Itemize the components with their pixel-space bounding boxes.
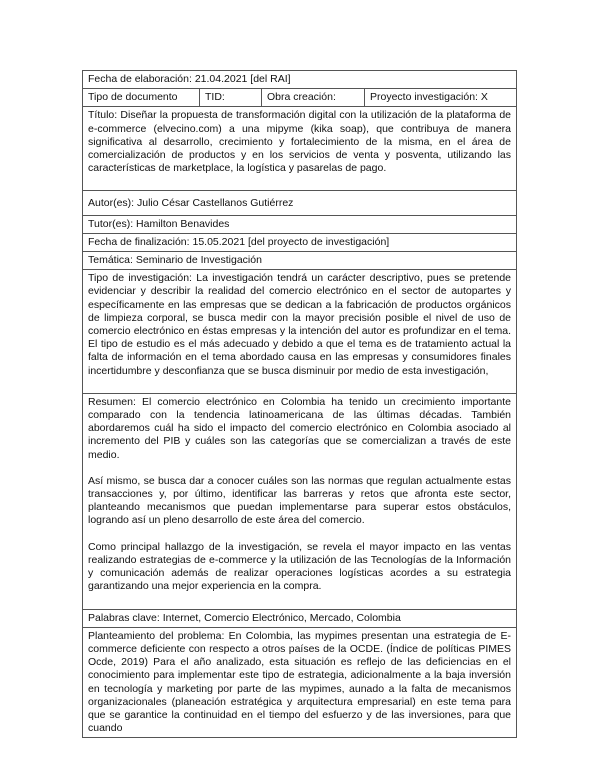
row-palabras-clave bbox=[83, 609, 517, 627]
resumen bbox=[83, 393, 517, 609]
proyecto-investigacion-label: Proyecto investigación: X bbox=[365, 89, 517, 107]
titulo: Título: Diseñar la propuesta de transformación digital con la utilización de la plataforma de e-commerce (elvecino.com) a una mipyme (kika soap), que contribuya de manera significativa al desarrollo, crecimiento y fortalecimiento de la misma, en el área de comercialización de productos y en los servicios de venta y posventa, utilizando las características de marketplace, la logística y pasarelas de pago. bbox=[83, 107, 517, 191]
tid-label: TID: bbox=[200, 89, 262, 107]
resumen-paragraph-3: Como principal hallazgo de la investigación, se revela el mayor impacto en las ventas realizando estrategias de e-commerce y la utilización de las Tecnologías de la Información y comunicación además de realizar operaciones logísticas acordes a su estrategia garantizando una mejor experiencia en la compra. bbox=[88, 540, 511, 593]
resumen-paragraph-2: Así mismo, se busca dar a conocer cuáles son las normas que regulan actualmente estas transacciones y, por último, identificar las barreras y retos que afronta este sector, planteando mecanismos que puedan implementarse para superar estos obstáculos, logrando así un pleno desarrollo de este área del comercio. bbox=[88, 474, 511, 527]
row-tipo-investigacion bbox=[83, 270, 517, 394]
autor: Autor(es): Julio César Castellanos Gutiérrez bbox=[83, 191, 517, 215]
tipo-investigacion: Tipo de investigación: La investigación tendrá un carácter descriptivo, pues se pretende evidenciar y describir la realidad del comercio electrónico en el sector de autopartes y específicamente en las empresas que se dedican a la fabricación de productos orgánicos de limpieza corporal, se busca medir con la mayor precisión posible el nivel de uso de comercio electrónico en éstas empresas y la intención del autor es profundizar en el tema. El tipo de estudio es el más adecuado y debido a que el tema es de tratamiento actual la falta de información en el tema abordado causa en las empresas y consumidores finales incertidumbre y desconfianza que se busca disminuir por medio de esta investigación, bbox=[83, 270, 517, 394]
row-tematica bbox=[83, 252, 517, 270]
fecha-elaboracion: Fecha de elaboración: 21.04.2021 [del RAI] bbox=[83, 71, 517, 89]
resumen-paragraph-1: Resumen: El comercio electrónico en Colombia ha tenido un crecimiento importante comparado con la tendencia latinoamericana de las últimas décadas. También abordaremos cuál ha sido el impacto del comercio electrónico en Colombia asociado al incremento del PIB y cuáles son las categorías que se comercializan a través de este medio. bbox=[88, 395, 511, 461]
rai-document bbox=[82, 70, 516, 738]
row-tipo-documento bbox=[83, 89, 517, 107]
tutor: Tutor(es): Hamilton Benavides bbox=[83, 215, 517, 233]
rai-table bbox=[82, 70, 517, 738]
row-fecha-elaboracion bbox=[83, 71, 517, 89]
tematica: Temática: Seminario de Investigación bbox=[83, 252, 517, 270]
obra-creacion-label: Obra creación: bbox=[262, 89, 365, 107]
fecha-finalizacion: Fecha de finalización: 15.05.2021 [del proyecto de investigación] bbox=[83, 233, 517, 251]
tipo-documento-label: Tipo de documento bbox=[83, 89, 200, 107]
row-resumen bbox=[83, 393, 517, 609]
row-planteamiento bbox=[83, 627, 517, 738]
row-fecha-finalizacion bbox=[83, 233, 517, 251]
row-tutor bbox=[83, 215, 517, 233]
palabras-clave: Palabras clave: Internet, Comercio Electrónico, Mercado, Colombia bbox=[83, 609, 517, 627]
planteamiento-problema: Planteamiento del problema: En Colombia, las mypimes presentan una estrategia de E-commerce deficiente con respecto a otros países de la OCDE. (Índice de políticas PIMES Ocde, 2019) Para el año analizado, esta situación es reflejo de las deficiencias en el conocimiento para implementar este tipo de estrategia, adicionalmente a la baja inversión en tecnología y marketing por parte de las mypimes, aunado a la falta de mecanismos organizacionales (planeación estratégica y arquitectura empresarial) en este tema para que se garantice la continuidad en el tiempo del esfuerzo y de las inversiones, para que cuando bbox=[83, 627, 517, 738]
row-titulo bbox=[83, 107, 517, 191]
row-autor bbox=[83, 191, 517, 215]
